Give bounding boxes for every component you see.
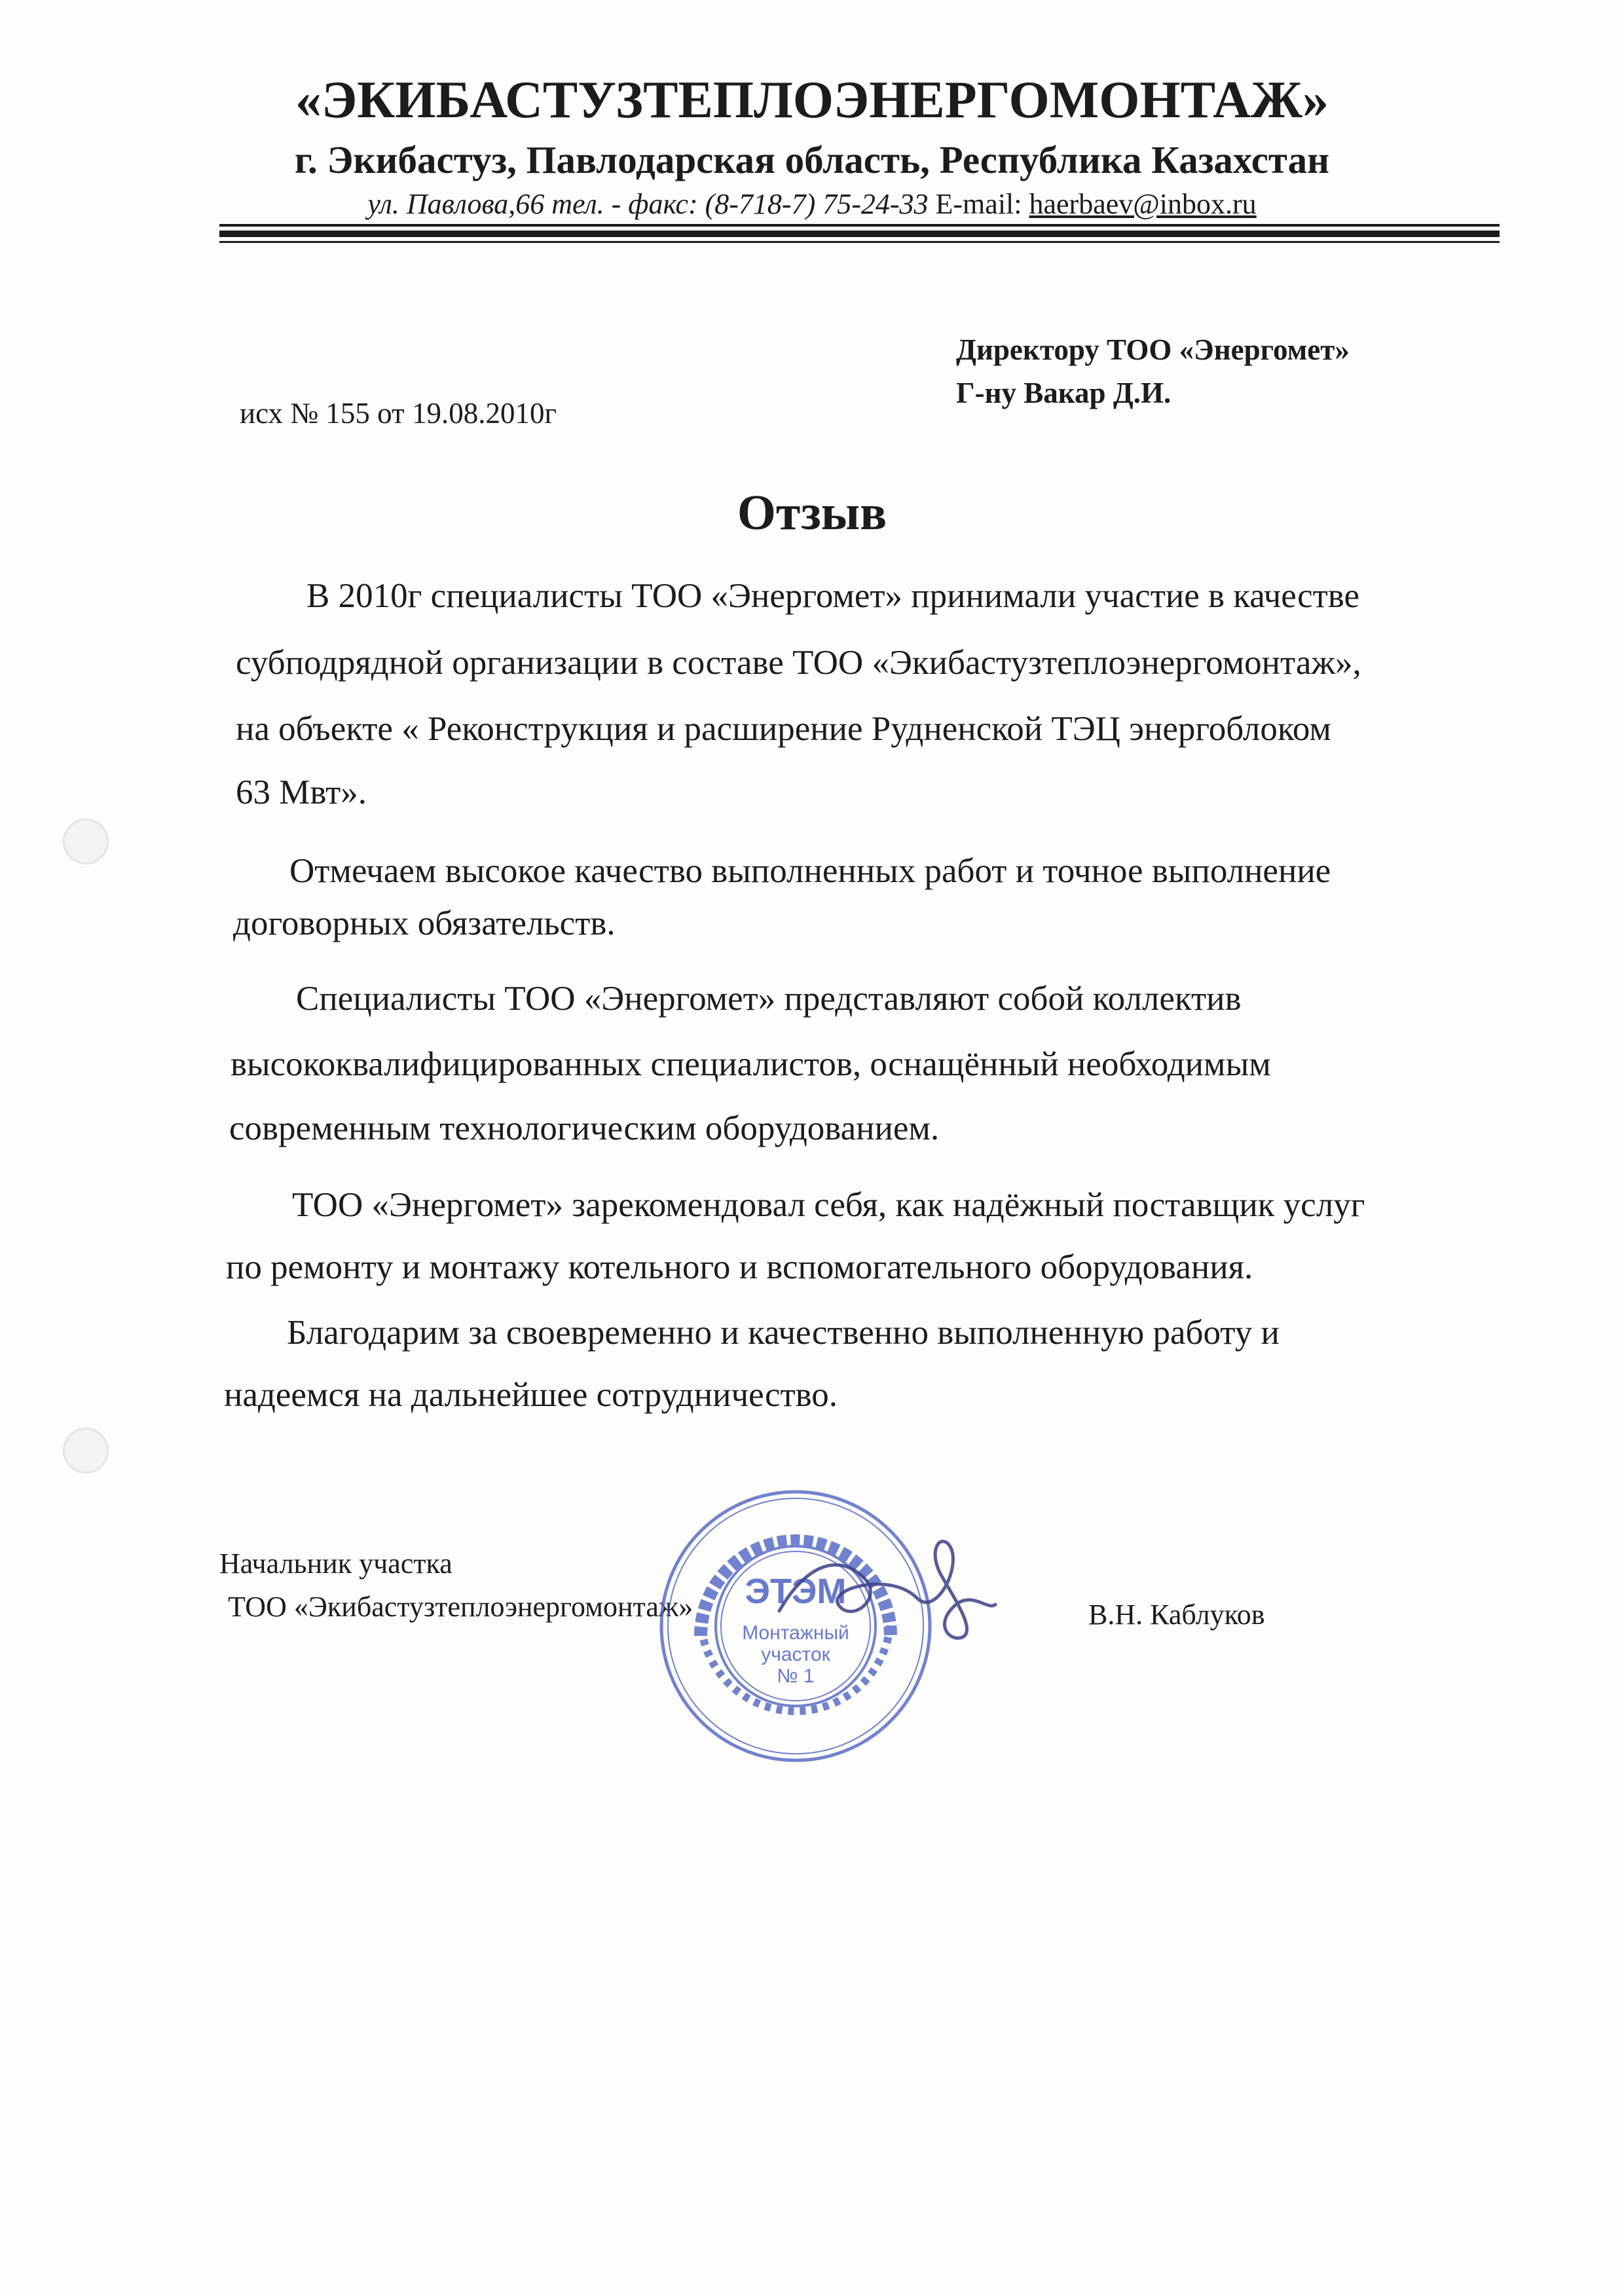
- binder-hole: [63, 819, 109, 864]
- body-line: Отмечаем высокое качество выполненных работ и точное выполнение: [289, 852, 1331, 890]
- body-line: ТОО «Энергомет» зарекомендовал себя, как надёжный поставщик услуг: [292, 1186, 1365, 1224]
- body-line: по ремонту и монтажу котельного и вспомогательного оборудования.: [226, 1248, 1253, 1286]
- body-line: высококвалифицированных специалистов, оснащённый необходимым: [231, 1045, 1271, 1083]
- body-line: надеемся на дальнейшее сотрудничество.: [224, 1376, 838, 1414]
- body-line: на объекте « Реконструкция и расширение Рудненской ТЭЦ энергоблоком: [236, 710, 1331, 748]
- header-rule-top: [219, 224, 1500, 227]
- addressee-line-2: Г-ну Вакар Д.И.: [956, 377, 1172, 409]
- signer-organization: ТОО «Экибастузтеплоэнергомонтаж»: [228, 1591, 693, 1623]
- body-line: договорных обязательств.: [233, 904, 616, 942]
- document-title: Отзыв: [737, 485, 887, 540]
- addressee-line-1: Директору ТОО «Энергомет»: [956, 333, 1350, 366]
- stamp-center-line: участок: [761, 1644, 830, 1665]
- binder-hole: [63, 1428, 109, 1473]
- signer-name: В.Н. Каблуков: [1088, 1599, 1265, 1631]
- company-name: «ЭКИБАСТУЗТЕПЛОЭНЕРГОМОНТАЖ»: [295, 71, 1329, 129]
- body-line: 63 Мвт».: [236, 773, 367, 811]
- email-label: E-mail:: [928, 188, 1029, 220]
- signer-position: Начальник участка: [219, 1547, 452, 1580]
- body-line: В 2010г специалисты ТОО «Энергомет» принимали участие в качестве: [306, 577, 1360, 615]
- company-address: г. Экибастуз, Павлодарская область, Республика Казахстан: [294, 138, 1330, 181]
- reference-number: исх № 155 от 19.08.2010г: [240, 397, 557, 430]
- email-address: haerbaev@inbox.ru: [1029, 188, 1257, 220]
- body-line: Благодарим за своевременно и качественно выполненную работу и: [287, 1314, 1280, 1352]
- company-contacts: [0, 187, 1624, 221]
- contacts-phone-address: ул. Павлова,66 тел. - факс: (8-718-7) 75-24-33: [367, 188, 929, 220]
- stamp-logo: ЭТЭМ: [745, 1572, 847, 1611]
- handwritten-signature: [766, 1526, 1002, 1644]
- stamp-center-line: Монтажный: [742, 1622, 849, 1644]
- body-line: субподрядной организации в составе ТОО «Экибастузтеплоэнергомонтаж»,: [236, 644, 1361, 682]
- header-rule-thick: [219, 231, 1500, 237]
- body-line: Специалисты ТОО «Энергомет» представляют собой коллектив: [296, 980, 1242, 1018]
- stamp-center-line: № 1: [777, 1665, 815, 1687]
- header-rule-bottom: [219, 241, 1500, 243]
- body-line: современным технологическим оборудованием.: [229, 1109, 940, 1147]
